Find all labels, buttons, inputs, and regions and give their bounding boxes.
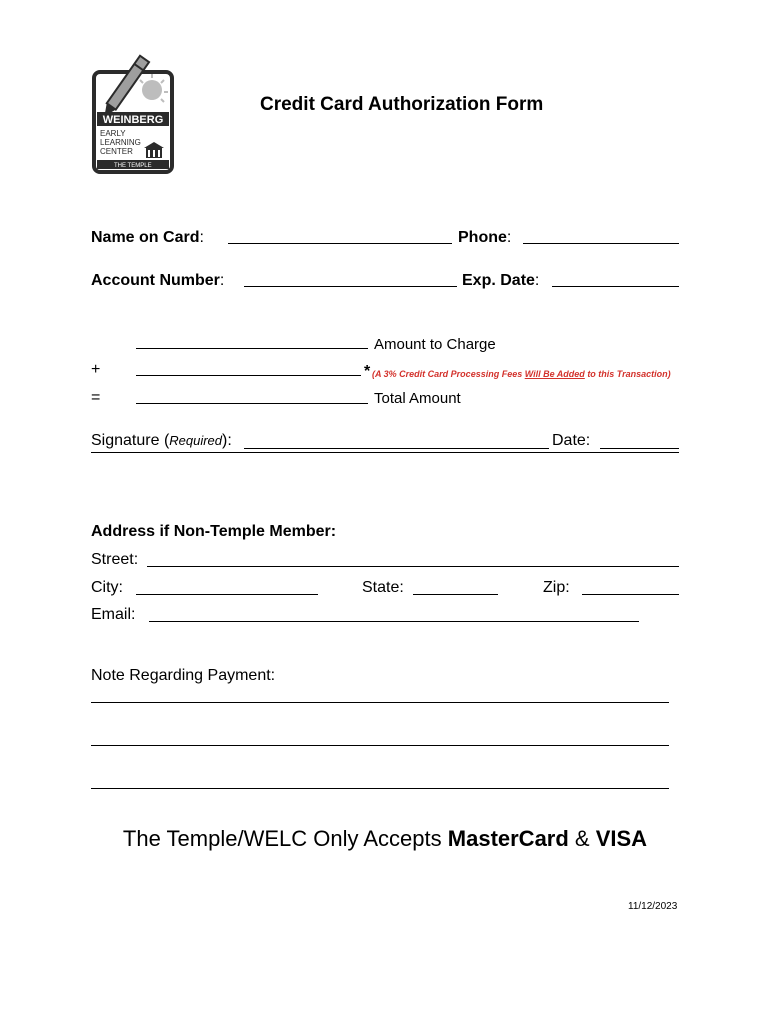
form-title: Credit Card Authorization Form — [260, 94, 544, 115]
logo-name: WEINBERG — [102, 114, 164, 126]
total-amount-label: Total Amount — [374, 390, 461, 407]
equals-sign: = — [91, 389, 101, 406]
note-line-3[interactable] — [91, 788, 669, 789]
account-number-input[interactable] — [244, 286, 457, 287]
processing-fee-input[interactable] — [136, 375, 361, 376]
plus-sign: + — [91, 361, 101, 378]
processing-fee-note: (A 3% Credit Card Processing Fees Will Be Added to this Transaction) — [372, 369, 671, 379]
phone-label: Phone: — [458, 229, 512, 246]
exp-date-label: Exp. Date: — [462, 272, 540, 289]
street-input[interactable] — [147, 566, 679, 567]
asterisk: * — [364, 363, 371, 380]
email-input[interactable] — [149, 621, 639, 622]
mastercard-text: MasterCard — [447, 826, 569, 851]
total-amount-input[interactable] — [136, 403, 368, 404]
signature-date-input[interactable] — [600, 448, 679, 449]
address-heading: Address if Non-Temple Member: — [91, 523, 337, 540]
logo-line2: LEARNING — [100, 138, 141, 147]
city-input[interactable] — [136, 594, 318, 595]
accepted-cards-notice: The Temple/WELC Only Accepts MasterCard & VISA — [122, 826, 648, 851]
logo-line1: EARLY — [100, 129, 126, 138]
note-label: Note Regarding Payment: — [91, 667, 276, 684]
name-on-card-label: Name on Card: — [91, 229, 204, 246]
note-line-1[interactable] — [91, 702, 669, 703]
amount-to-charge-label: Amount to Charge — [374, 336, 496, 353]
state-label: State: — [362, 579, 404, 596]
zip-label: Zip: — [543, 579, 570, 596]
phone-input[interactable] — [523, 243, 679, 244]
signature-input[interactable] — [244, 448, 549, 449]
city-label: City: — [91, 579, 123, 596]
weinberg-logo — [92, 52, 174, 174]
name-on-card-input[interactable] — [228, 243, 452, 244]
signature-label: Signature (Required): — [91, 432, 232, 449]
visa-text: VISA — [595, 826, 648, 851]
logo-footer: THE TEMPLE — [114, 163, 152, 169]
signature-rule — [91, 452, 679, 453]
document-date: 11/12/2023 — [628, 901, 678, 912]
email-label: Email: — [91, 606, 136, 623]
zip-input[interactable] — [582, 594, 679, 595]
state-input[interactable] — [413, 594, 498, 595]
signature-date-label: Date: — [552, 432, 591, 449]
amount-to-charge-input[interactable] — [136, 348, 368, 349]
note-line-2[interactable] — [91, 745, 669, 746]
exp-date-input[interactable] — [552, 286, 679, 287]
street-label: Street: — [91, 551, 139, 568]
logo-graphic — [92, 52, 174, 174]
logo-line3: CENTER — [100, 147, 133, 156]
account-number-label: Account Number: — [91, 272, 225, 289]
